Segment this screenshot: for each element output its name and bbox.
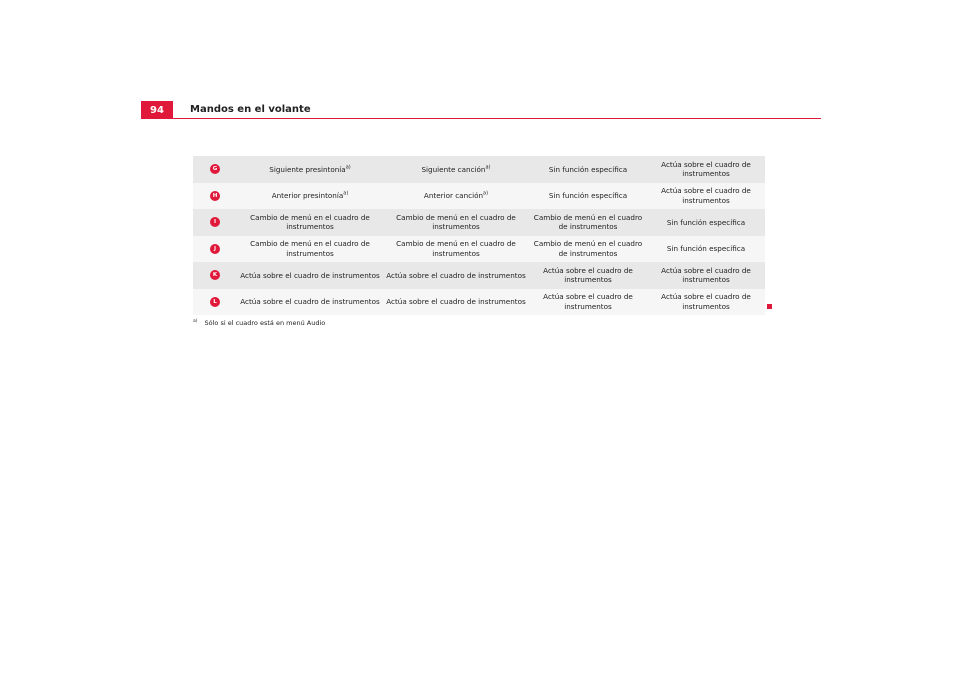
table-row [193, 209, 765, 236]
key-badge: G [210, 164, 220, 174]
table-cell: Sin función específica [548, 164, 628, 174]
table-cell: Sin función específica [548, 191, 628, 200]
key-badge: L [210, 297, 220, 307]
table-cell: Cambio de menú en el cuadro de instrumentos [250, 239, 370, 258]
header-rule [141, 118, 821, 119]
footnote-ref: a) [345, 164, 351, 171]
table-cell: Anterior canción [423, 191, 484, 200]
table-cell: Actúa sobre el cuadro de instrumentos [543, 265, 633, 285]
footnote-ref: a) [483, 190, 489, 197]
page-number-badge: 94 [141, 101, 173, 119]
table-cell: Sin función específica [666, 217, 746, 227]
table-cell: Actúa sobre el cuadro de instrumentos [240, 297, 380, 306]
table-row [193, 236, 765, 263]
footnote [193, 319, 325, 327]
table-cell: Cambio de menú en el cuadro de instrumentos [396, 212, 516, 232]
table-cell: Actúa sobre el cuadro de instrumentos [661, 159, 751, 179]
table-cell: Cambio de menú en el cuadro de instrumentos [396, 239, 516, 258]
table-cell: Actúa sobre el cuadro de instrumentos [661, 265, 751, 285]
key-badge: J [210, 244, 220, 254]
table-cell: Actúa sobre el cuadro de instrumentos [386, 270, 526, 280]
key-badge: H [210, 191, 220, 201]
table-cell: Cambio de menú en el cuadro de instrumentos [250, 212, 370, 232]
table-cell: Actúa sobre el cuadro de instrumentos [386, 297, 526, 306]
key-badge: K [210, 270, 220, 280]
table-cell: Sin función específica [666, 244, 746, 253]
table-row [193, 289, 765, 316]
table-cell: Cambio de menú en el cuadro de instrumentos [533, 212, 643, 232]
table-cell: Actúa sobre el cuadro de instrumentos [240, 270, 380, 280]
footnote-ref: a) [485, 164, 491, 171]
controls-table [193, 156, 765, 315]
table-cell: Siguiente canción [421, 164, 486, 174]
footnote-ref: a) [343, 190, 349, 197]
table-cell: Actúa sobre el cuadro de instrumentos [543, 292, 633, 311]
footnote-mark: a) [193, 319, 198, 324]
table-cell: Anterior presintonía [271, 191, 344, 200]
key-badge: I [210, 217, 220, 227]
footnote-text: Sólo si el cuadro está en menú Audio [204, 319, 326, 328]
table-cell: Siguiente presintonía [269, 164, 346, 174]
page-title: Mandos en el volante [190, 104, 311, 115]
table-row [193, 262, 765, 289]
table-row [193, 183, 765, 210]
end-of-section-marker [767, 304, 772, 309]
table-row [193, 156, 765, 183]
table-cell: Actúa sobre el cuadro de instrumentos [661, 292, 751, 311]
table-cell: Cambio de menú en el cuadro de instrumentos [533, 239, 643, 258]
table-cell: Actúa sobre el cuadro de instrumentos [661, 186, 751, 205]
